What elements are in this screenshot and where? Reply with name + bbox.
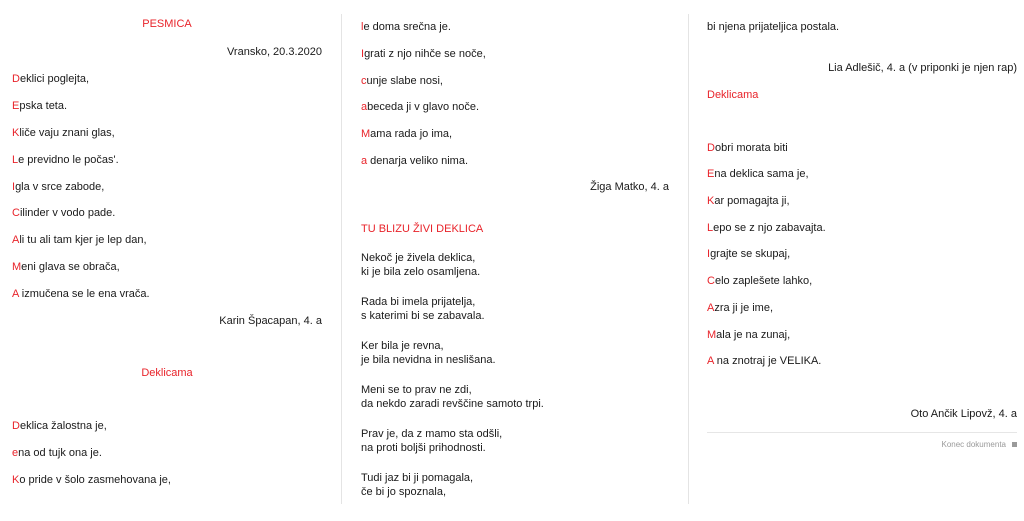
poem-line: a denarja veliko nima. xyxy=(361,155,469,167)
end-divider xyxy=(707,432,1017,433)
poem-line: Igrajte se skupaj, xyxy=(707,248,791,260)
poem-title-deklicama: Deklicama xyxy=(707,89,759,101)
poem-line: bi njena prijateljica postala. xyxy=(707,21,840,33)
poem-line: Nekoč je živela deklica, xyxy=(361,252,476,264)
poem-line: le doma srečna je. xyxy=(361,21,451,33)
author-credit: Lia Adlešič, 4. a (v priponki je njen rap) xyxy=(828,62,1017,74)
poem-line: Lepo se z njo zabavajta. xyxy=(707,222,826,234)
poem-line: Mala je na zunaj, xyxy=(707,329,791,341)
poem-line: Le previdno le počas'. xyxy=(12,154,119,166)
author-credit: Oto Ančik Lipovž, 4. a xyxy=(910,408,1017,420)
poem-line: Mama rada jo ima, xyxy=(361,128,453,140)
poem-line: Igla v srce zabode, xyxy=(12,181,105,193)
poem-line: Meni se to prav ne zdi, xyxy=(361,384,472,396)
poem-line: Kliče vaju znani glas, xyxy=(12,127,115,139)
poem-line: Meni glava se obrača, xyxy=(12,261,120,273)
poem-line: A na znotraj je VELIKA. xyxy=(707,355,822,367)
poem-line: Epska teta. xyxy=(12,100,68,112)
column-divider xyxy=(341,14,342,504)
poem-line: Ko pride v šolo zasmehovana je, xyxy=(12,474,171,486)
poem-title-deklicama: Deklicama xyxy=(141,367,193,379)
poem-line: ena od tujk ona je. xyxy=(12,447,102,459)
poem-line: Kar pomagajta ji, xyxy=(707,195,790,207)
column-2 xyxy=(361,0,669,521)
poem-line: Deklici poglejta, xyxy=(12,73,90,85)
column-1 xyxy=(12,0,322,521)
end-note-label: Konec dokumenta xyxy=(941,440,1006,449)
poem-line: Dobri morata biti xyxy=(707,142,788,154)
poem-line: Azra ji je ime, xyxy=(707,302,774,314)
poem-line: s katerimi bi se zabavala. xyxy=(361,310,485,322)
poem-line: Ali tu ali tam kjer je lep dan, xyxy=(12,234,147,246)
poem-line: če bi jo spoznala, xyxy=(361,486,446,498)
poem-line: da nekdo zaradi revščine samoto trpi. xyxy=(361,398,544,410)
poem-title-pesmica: PESMICA xyxy=(142,18,192,30)
poem-line: Cilinder v vodo pade. xyxy=(12,207,116,219)
author-credit: Žiga Matko, 4. a xyxy=(590,181,669,193)
poem-line: Rada bi imela prijatelja, xyxy=(361,296,476,308)
poem-line: cunje slabe nosi, xyxy=(361,75,443,87)
poem-line: A izmučena se le ena vrača. xyxy=(12,288,150,300)
poem-title-tu-blizu: TU BLIZU ŽIVI DEKLICA xyxy=(361,223,484,235)
poem-line: Ker bila je revna, xyxy=(361,340,444,352)
column-divider xyxy=(688,14,689,504)
poem-line: na proti boljši prihodnosti. xyxy=(361,442,486,454)
end-of-document-note xyxy=(942,439,1018,451)
poem-line: Prav je, da z mamo sta odšli, xyxy=(361,428,503,440)
poem-line: abeceda ji v glavo noče. xyxy=(361,101,480,113)
place-date: Vransko, 20.3.2020 xyxy=(227,46,322,58)
poem-line: Ena deklica sama je, xyxy=(707,168,809,180)
poem-line: Deklica žalostna je, xyxy=(12,420,107,432)
poem-line: je bila nevidna in neslišana. xyxy=(361,354,496,366)
author-credit: Karin Špacapan, 4. a xyxy=(219,315,322,327)
column-3 xyxy=(707,0,1017,521)
square-icon xyxy=(1012,442,1017,447)
poem-line: Tudi jaz bi ji pomagala, xyxy=(361,472,474,484)
poem-line: ki je bila zelo osamljena. xyxy=(361,266,481,278)
poem-line: Celo zaplešete lahko, xyxy=(707,275,813,287)
poem-line: Igrati z njo nihče se noče, xyxy=(361,48,486,60)
